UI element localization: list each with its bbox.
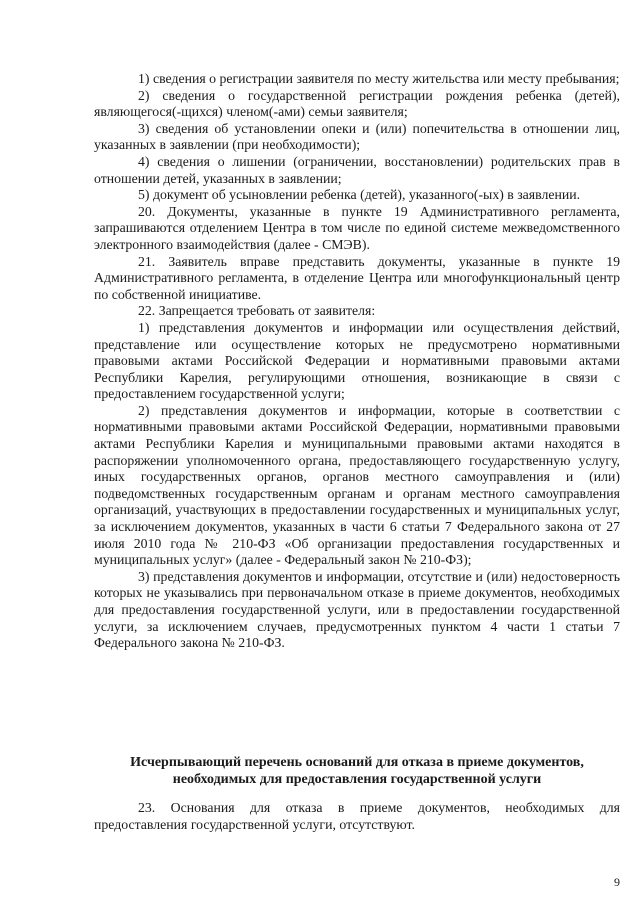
body-text	[94, 71, 620, 652]
closing-block	[94, 800, 620, 833]
paragraph-22-item-2: 2) представления документов и информации, которые в соответствии с нормативными правовыми актами Российской Федерации, нормативными правовыми актами Республики Карелия и муниципальными правовыми актами находятся в распоряжении уполномоченного органа, предоставляющего государственную услугу, иных государственных органов, органов местного самоуправления и (или) подведомственных государственным органам и органам местного самоуправления организаций, участвующих в предоставлении государственных и муниципальных услуг, за исключением документов, указанных в части 6 статьи 7 Федерального закона от 27 июля 2010 года № 210-ФЗ «Об организации предоставления государственных и муниципальных услуг» (далее - Федеральный закон № 210-ФЗ);	[94, 402, 620, 568]
section-heading-block	[94, 754, 620, 788]
paragraph-22-item-3: 3) представления документов и информации, отсутствие и (или) недостоверность которых не указывались при первоначальном отказе в приеме документов, необходимых для предоставления государственной услуги, или в предоставлении государственной услуги, за исключением случаев, предусмотренных пунктом 4 части 1 статьи 7 Федерального закона № 210-ФЗ.	[94, 568, 620, 651]
paragraph-item-2: 2) сведения о государственной регистрации рождения ребенка (детей), являющегося(-щихся) членом(-ами) семьи заявителя;	[94, 87, 620, 120]
paragraph-item-5: 5) документ об усыновлении ребенка (детей), указанного(-ых) в заявлении.	[138, 187, 581, 203]
paragraph-22: 22. Запрещается требовать от заявителя:	[138, 303, 376, 319]
paragraph-item-4: 4) сведения о лишении (ограничении, восстановлении) родительских прав в отношении детей, указанных в заявлении;	[94, 153, 620, 186]
paragraph-20: 20. Документы, указанные в пункте 19 Административного регламента, запрашиваются отделением Центра в том числе по единой системе межведомственного электронного взаимодействия (далее - СМЭВ).	[94, 203, 620, 252]
section-heading: Исчерпывающий перечень оснований для отказа в приеме документов, необходимых для предоставления государственной услуги	[130, 755, 584, 787]
paragraph-23: 23. Основания для отказа в приеме документов, необходимых для предоставления государственной услуги, отсутствуют.	[94, 800, 620, 832]
paragraph-22-item-1: 1) представления документов и информации или осуществления действий, представление или осуществление которых не предусмотрено нормативными правовыми актами Российской Федерации и нормативными правовыми актами Республики Карелия, регулирующими отношения, возникающие в связи с предоставлением государственной услуги;	[94, 319, 620, 402]
paragraph-item-3: 3) сведения об установлении опеки и (или) попечительства в отношении лиц, указанных в заявлении (при необходимости);	[94, 120, 620, 153]
paragraph-21: 21. Заявитель вправе представить документы, указанные в пункте 19 Административного регламента, в отделение Центра или многофункциональный центр по собственной инициативе.	[94, 253, 620, 302]
page-number: 9	[614, 875, 620, 889]
paragraph-item-1: 1) сведения о регистрации заявителя по месту жительства или месту пребывания;	[138, 71, 620, 86]
